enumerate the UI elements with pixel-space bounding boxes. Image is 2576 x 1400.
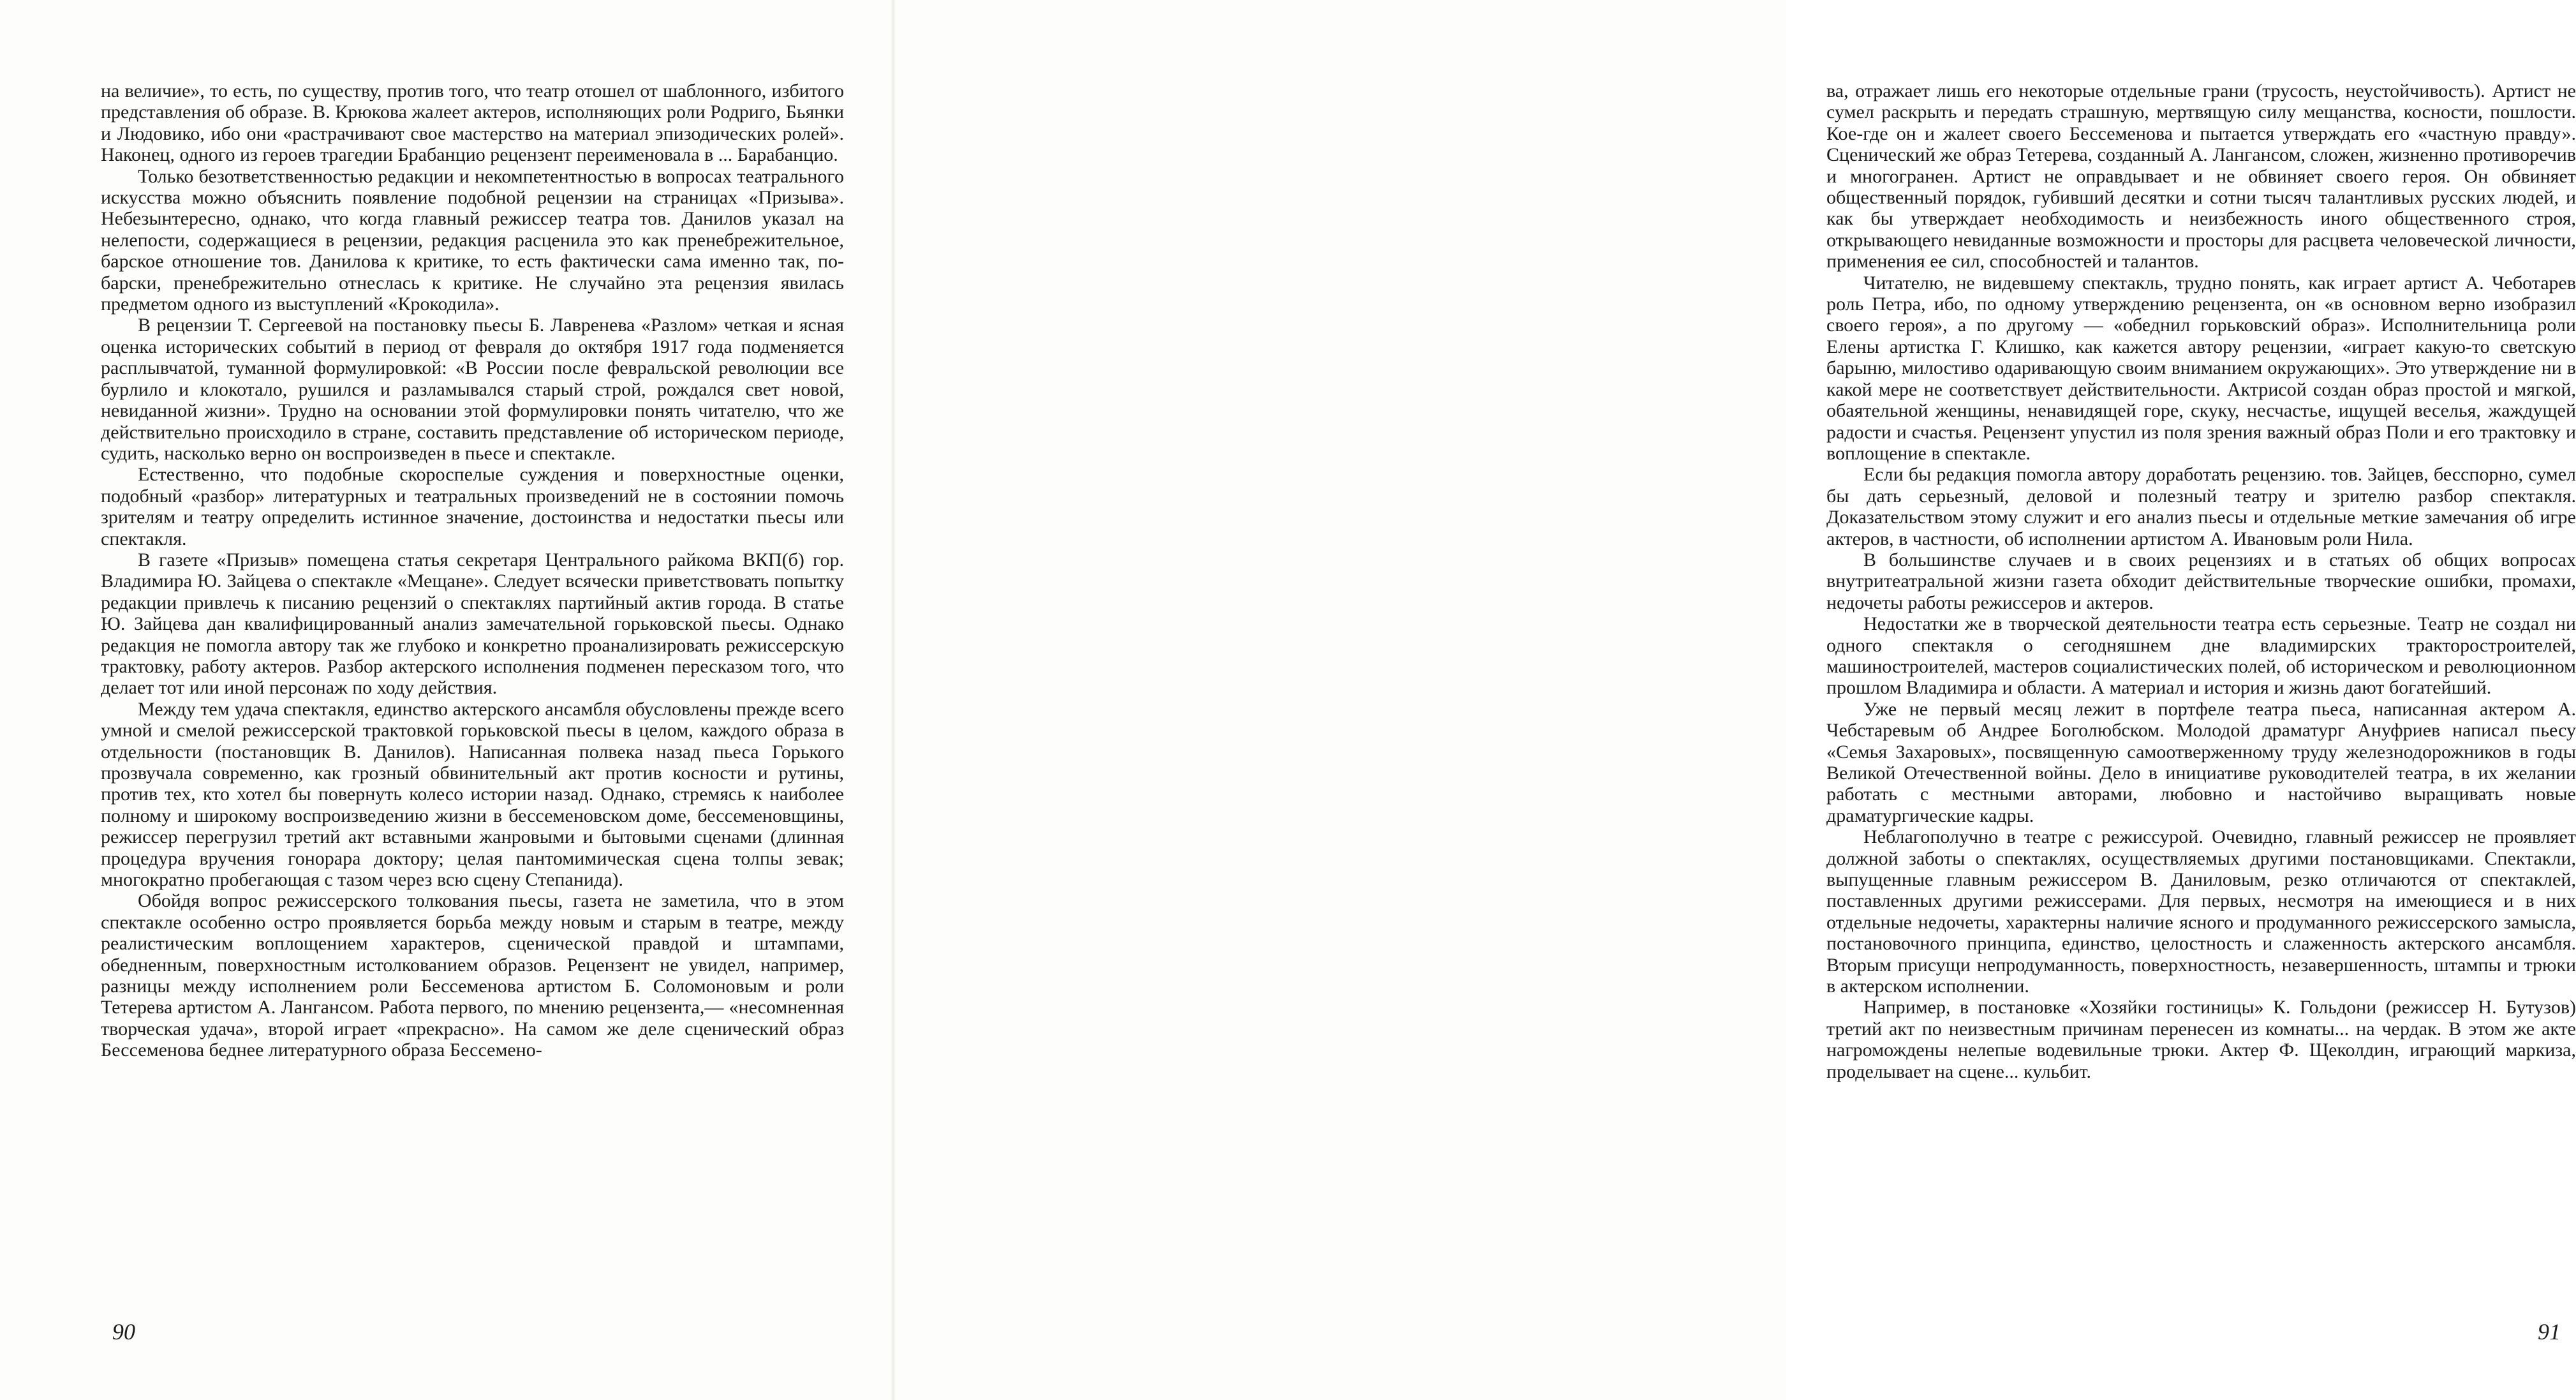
- paragraph: ва, отражает лишь его некоторые отдельные грани (трусость, неустойчивость). Артист не сумел раскрыть и передать страшную, мертвящую силу мещанства, косности, пошлости. Кое-где он и жалеет своего Бессеменова и пытается утверждать его «частную правду». Сценический же образ Тетерева, созданный А. Лангансом, сложен, жизненно противоречив и многогранен. Артист не оправдывает и не обвиняет своего героя. Он обвиняет общественный порядок, губивший десятки и сотни тысяч талантливых русских людей, и как бы утверждает необходимость и неизбежность иного общественного строя, открывающего невиданные возможности и просторы для расцвета человеческой личности, применения ее сил, способностей и талантов.: [1826, 80, 2576, 272]
- paragraph: В газете «Призыв» помещена статья секретаря Центрального райкома ВКП(б) гор. Владимира Ю. Зайцева о спектакле «Мещане». Следует всячески приветствовать попытку редакции привлечь к писанию рецензий о спектаклях партийный актив города. В статье Ю. Зайцева дан квалифицированный анализ замечательной горьковской пьесы. Однако редакция не помогла автору так же глубоко и конкретно проанализировать режиссерскую трактовку, работу актеров. Разбор актерского исполнения подменен пересказом того, что делает тот или иной персонаж по ходу действия.: [101, 549, 844, 699]
- right-page: [893, 0, 2576, 1400]
- paragraph: Неблагополучно в театре с режиссурой. Очевидно, главный режиссер не проявляет должной заботы о спектаклях, осуществляемых другими постановщиками. Спектакли, выпущенные главным режиссером В. Даниловым, резко отличаются от спектаклей, поставленных другими режиссерами. Для первых, несмотря на имеющиеся и в них отдельные недочеты, характерны наличие ясного и продуманного режиссерского замысла, постановочного принципа, единство, целостность и слаженность актерского ансамбля. Вторым присущи непродуманность, поверхностность, незавершенность, штампы и трюки в актерском исполнении.: [1826, 826, 2576, 997]
- paragraph: Только безответственностью редакции и некомпетентностью в вопросах театрального искусства можно объяснить появление подобной рецензии на страницах «Призыва». Небезынтересно, однако, что когда главный режиссер театра тов. Данилов указал на нелепости, содержащиеся в рецензии, редакция расценила это как пренебрежительное, барское отношение тов. Данилова к критике, то есть фактически сама именно так, по-барски, пренебрежительно отнеслась к критике. Не случайно эта рецензия явилась предметом одного из выступлений «Крокодила».: [101, 165, 844, 315]
- left-page: [0, 0, 893, 1400]
- right-page-text: [1826, 80, 2576, 1082]
- left-page-text: [101, 80, 844, 1061]
- left-page-number: 90: [112, 1319, 135, 1344]
- paragraph: В рецензии Т. Сергеевой на постановку пьесы Б. Лавренева «Разлом» четкая и ясная оценка исторических событий в период от февраля до октября 1917 года подменяется расплывчатой, туманной формулировкой: «В России после февральской революции все бурлило и клокотало, рушился и разламывался старый строй, рождался свет новой, невиданной жизни». Трудно на основании этой формулировки понять читателю, что же действительно происходило в стране, составить представление об историческом периоде, судить, насколько верно он воспроизведен в пьесе и спектакле.: [101, 315, 844, 464]
- paragraph: на величие», то есть, по существу, против того, что театр отошел от шаблонного, избитого представления об образе. В. Крюкова жалеет актеров, исполняющих роли Родриго, Бьянки и Людовико, ибо они «растрачивают свое мастерство на материал эпизодических ролей». Наконец, одного из героев трагедии Брабанцио рецензент переименовала в ... Барабанцио.: [101, 80, 844, 166]
- paragraph: Между тем удача спектакля, единство актерского ансамбля обусловлены прежде всего умной и смелой режиссерской трактовкой горьковской пьесы в целом, каждого образа в отдельности (постановщик В. Данилов). Написанная полвека назад пьеса Горького прозвучала современно, как грозный обвинительный акт против косности и рутины, против тех, кто хотел бы повернуть колесо истории назад. Однако, стремясь к наиболее полному и широкому воспроизведению жизни в бессеменовском доме, бессеменовщины, режиссер перегрузил третий акт вставными жанровыми и бытовыми сценами (длинная процедура вручения гонорара доктору; целая пантомимическая сцена толпы зевак; многократно пробегающая с тазом через всю сцену Степанида).: [101, 698, 844, 891]
- right-page-number: 91: [2538, 1319, 2561, 1344]
- paragraph: Например, в постановке «Хозяйки гостиницы» К. Гольдони (режиссер Н. Бутузов) третий акт по неизвестным причинам перенесен из комнаты... на чердак. В этом же акте нагромождены нелепые водевильные трюки. Актер Ф. Щеколдин, играющий маркиза, проделывает на сцене... кульбит.: [1826, 997, 2576, 1082]
- paragraph: Читателю, не видевшему спектакль, трудно понять, как играет артист А. Чеботарев роль Петра, ибо, по одному утверждению рецензента, он «в основном верно изобразил своего героя», а по другому — «обеднил горьковский образ». Исполнительница роли Елены артистка Г. Клишко, как кажется автору рецензии, «играет какую-то светскую барыню, милостиво одаривающую своим вниманием окружающих». Это утверждение ни в какой мере не соответствует действительности. Актрисой создан образ простой и мягкой, обаятельной женщины, ненавидящей горе, скуку, несчастье, ищущей веселья, жаждущей радости и счастья. Рецензент упустил из поля зрения важный образ Поли и его трактовку и воплощение в спектакле.: [1826, 272, 2576, 464]
- paragraph: В большинстве случаев и в своих рецензиях и в статьях об общих вопросах внутритеатральной жизни газета обходит действительные творческие ошибки, промахи, недочеты работы режиссеров и актеров.: [1826, 549, 2576, 613]
- paragraph: Уже не первый месяц лежит в портфеле театра пьеса, написанная актером А. Чебстаревым об Андрее Боголюбском. Молодой драматург Ануфриев написал пьесу «Семья Захаровых», посвященную самоотверженному труду железнодорожников в годы Великой Отечественной войны. Дело в инициативе руководителей театра, в их желании работать с местными авторами, любовно и настойчиво выращивать новые драматургические кадры.: [1826, 698, 2576, 826]
- paragraph: Естественно, что подобные скороспелые суждения и поверхностные оценки, подобный «разбор» литературных и театральных произведений не в состоянии помочь зрителям и театру определить истинное значение, достоинства и недостатки пьесы или спектакля.: [101, 464, 844, 549]
- paragraph: Обойдя вопрос режиссерского толкования пьесы, газета не заметила, что в этом спектакле особенно остро проявляется борьба между новым и старым в театре, между реалистическим воплощением характеров, сценической правдой и штампами, обедненным, поверхностным истолкованием образов. Рецензент не увидел, например, разницы между исполнением роли Бессеменова артистом Б. Соломоновым и роли Тетерева артистом А. Лангансом. Работа первого, по мнению рецензента,— «несомненная творческая удача», второй играет «прекрасно». На самом же деле сценический образ Бессеменова беднее литературного образа Бессемено-: [101, 890, 844, 1061]
- paragraph: Недостатки же в творческой деятельности театра есть серьезные. Театр не создал ни одного спектакля о сегодняшнем дне владимирских тракторостроителей, машиностроителей, мастеров социалистических полей, об историческом и революционном прошлом Владимира и области. А материал и история и жизнь дают богатейший.: [1826, 613, 2576, 699]
- paragraph: Если бы редакция помогла автору доработать рецензию. тов. Зайцев, бесспорно, сумел бы дать серьезный, деловой и полезный театру и зрителю разбор спектакля. Доказательством этому служит и его анализ пьесы и отдельные меткие замечания об игре актеров, в частности, об исполнении артистом А. Ивановым роли Нила.: [1826, 464, 2576, 549]
